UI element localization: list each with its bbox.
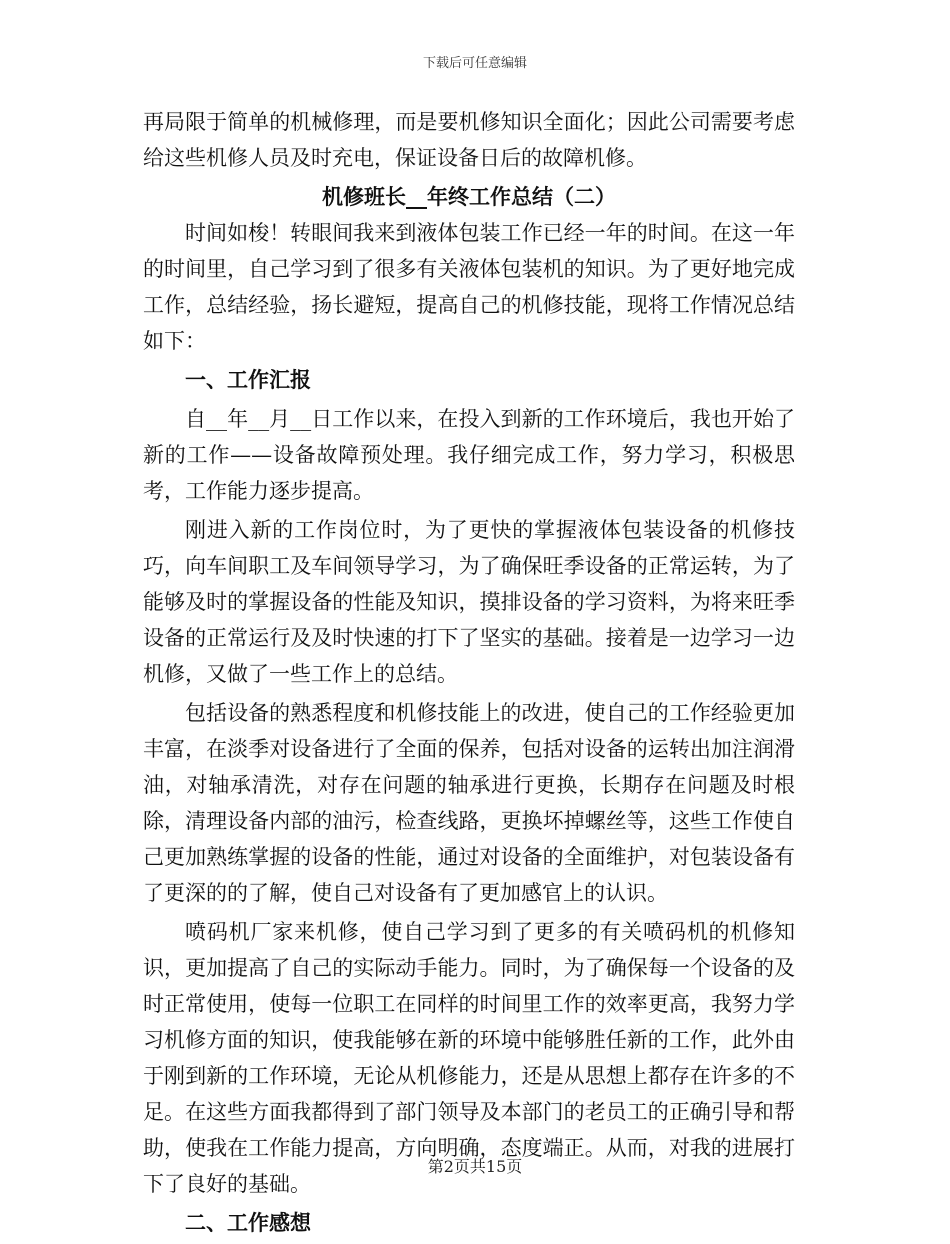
paragraph-maintenance: 包括设备的熟悉程度和机修技能上的改进，使自己的工作经验更加丰富，在淡季对设备进行了全面的保养，包括对设备的运转出加注润滑油，对轴承清洗，对存在问题的轴承进行更换，长期存在问题及时根除，清理设备内部的油污，检查线路，更换坏掉螺丝等，这些工作使自己更加熟练掌握的设备的性能，通过对设备的全面维护，对包装设备有了更深的的了解，使自己对设备有了更加感官上的认识。 (143, 701, 795, 905)
document-title: 机修班长__年终工作总结（二） (322, 184, 616, 209)
paragraph-inkjet-printer: 喷码机厂家来机修，使自己学习到了更多的有关喷码机的机修知识，更加提高了自己的实际动手能力。同时，为了确保每一个设备的及时正常使用，使每一位职工在同样的时间里工作的效率更高，我努力学习机修方面的知识，使我能够在新的环境中能够胜任新的工作，此外由于刚到新的工作环境，无论从机修能力，还是从思想上都存在许多的不足。在这些方面我都得到了部门领导及本部门的老员工的正确引导和帮助，使我在工作能力提高，方向明确，态度端正。从而，对我的进展打下了良好的基础。 (143, 920, 795, 1196)
paragraph-new-position: 刚进入新的工作岗位时，为了更快的掌握液体包装设备的机修技巧，向车间职工及车间领导学习，为了确保旺季设备的正常运转，为了能够及时的掌握设备的性能及知识，摸排设备的学习资料，为将来旺季设备的正常运行及及时快速的打下了坚实的基础。接着是一边学习一边机修，又做了一些工作上的总结。 (143, 518, 795, 686)
intro-paragraph: 再局限于简单的机械修理，而是要机修知识全面化；因此公司需要考虑给这些机修人员及时充电，保证设备日后的故障机修。 (143, 110, 795, 170)
document-body (143, 104, 795, 1244)
section-heading-work-report: 一、工作汇报 (185, 367, 311, 392)
page-footer: 第2页共15页 (427, 1157, 523, 1176)
paragraph-opening: 时间如梭！转眼间我来到液体包装工作已经一年的时间。在这一年的时间里，自己学习到了很多有关液体包装机的知识。为了更好地完成工作，总结经验，扬长避短，提高自己的机修技能，现将工作情况总结如下： (143, 221, 795, 353)
paragraph-start-date: 自__年__月__日工作以来，在投入到新的工作环境后，我也开始了新的工作——设备故障预处理。我仔细完成工作，努力学习，积极思考，工作能力逐步提高。 (143, 407, 795, 503)
page-header: 下载后可任意编辑 (422, 56, 527, 71)
section-heading-work-reflections: 二、工作感想 (185, 1210, 311, 1235)
